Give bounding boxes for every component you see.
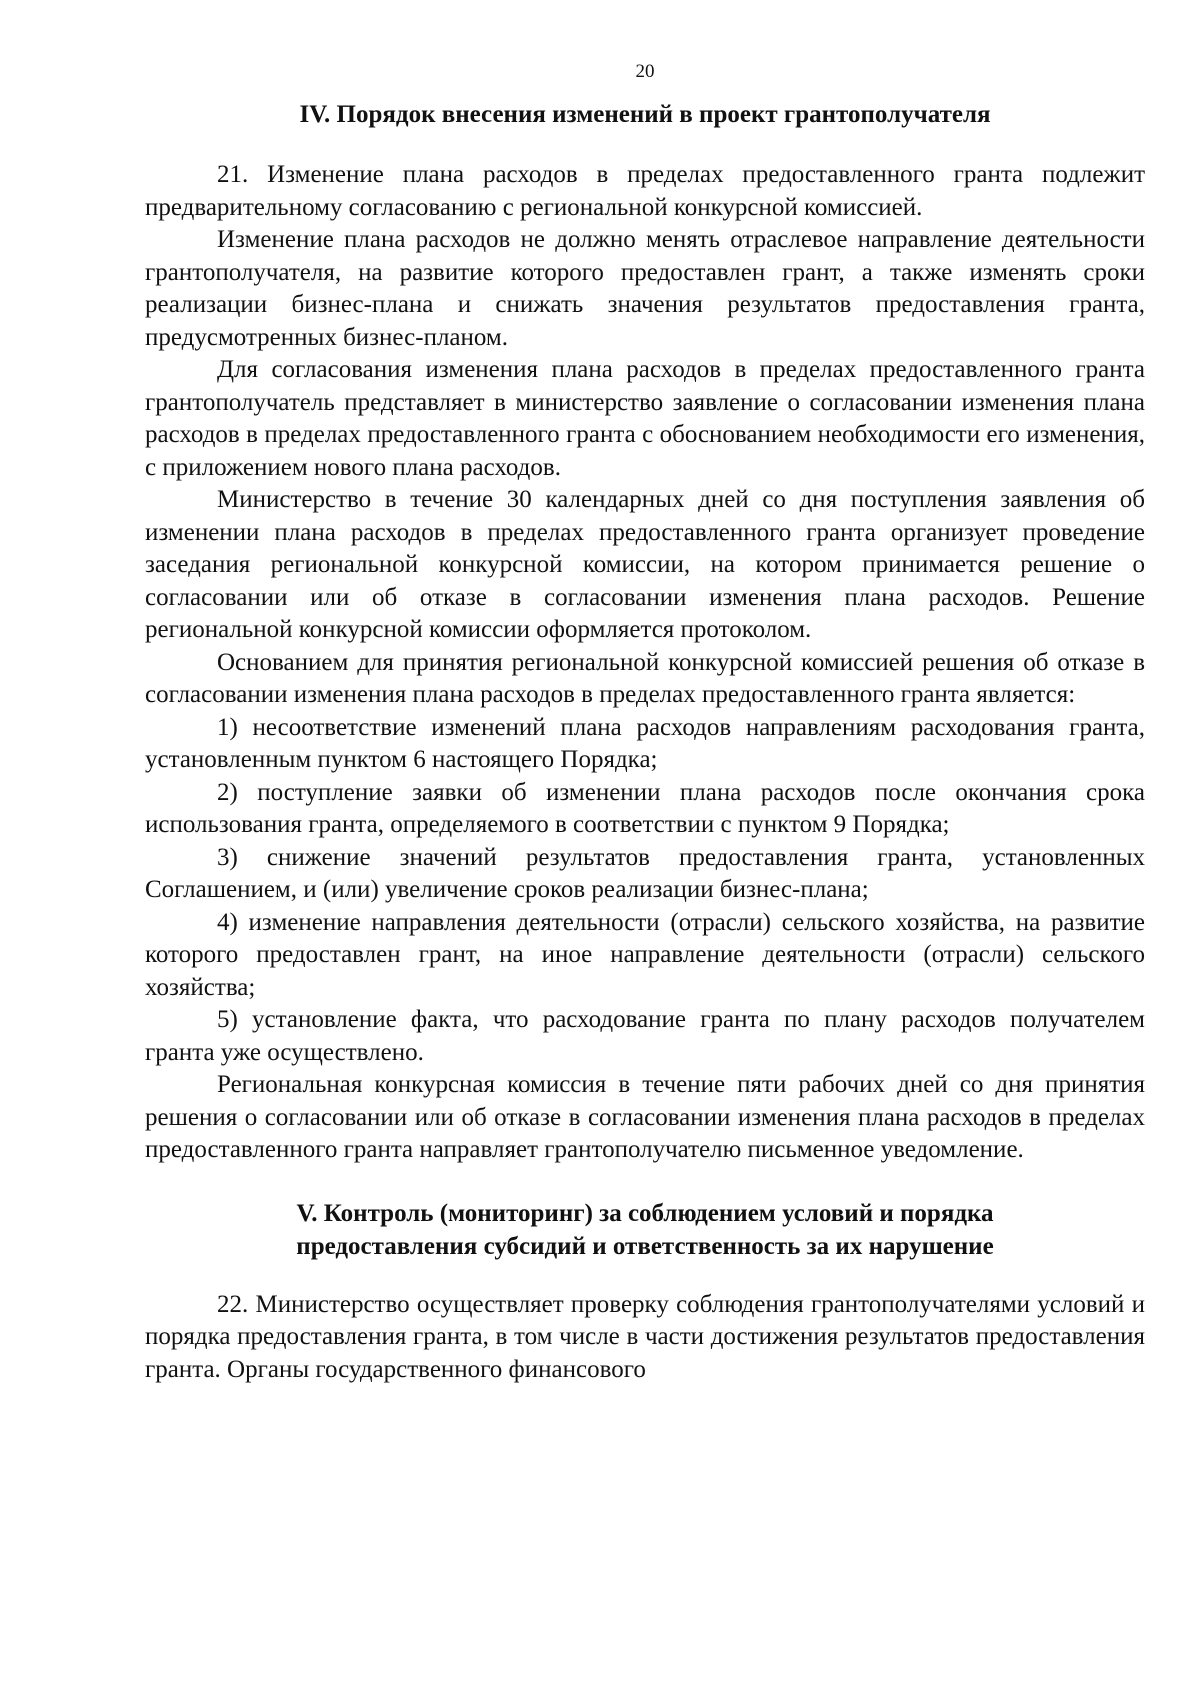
section-v-heading-line: предоставления субсидий и ответственность за их нарушение — [296, 1232, 994, 1260]
document-page — [145, 60, 1145, 1386]
page-number: 20 — [635, 61, 655, 82]
list-item: 5) установление факта, что расходование гранта по плану расходов получателем гранта уже осуществлено. — [145, 1006, 1145, 1066]
paragraph: Для согласования изменения плана расходов в пределах предоставленного гранта грантополучатель представляет в министерство заявление о согласовании изменения плана расходов в пределах предоставленного гранта с обоснованием необходимости его изменения, с приложением нового плана расходов. — [145, 356, 1145, 481]
list-item: 1) несоответствие изменений плана расходов направлениям расходования гранта, установленным пунктом 6 настоящего Порядка; — [145, 713, 1145, 773]
paragraph: 22. Министерство осуществляет проверку соблюдения грантополучателями условий и порядка предоставления гранта, в том числе в части достижения результатов предоставления гранта. Органы государственного финансового — [145, 1290, 1145, 1383]
section-v-body — [145, 1289, 1145, 1387]
paragraph: Региональная конкурсная комиссия в течение пяти рабочих дней со дня принятия решения о согласовании или об отказе в согласовании изменения плана расходов в пределах предоставленного гранта направляет грантополучателю письменное уведомление. — [145, 1071, 1145, 1163]
section-v-heading — [145, 1197, 1145, 1263]
paragraph: Основанием для принятия региональной конкурсной комиссией решения об отказе в согласовании изменения плана расходов в пределах предоставленного гранта является: — [145, 648, 1145, 708]
paragraph: Министерство в течение 30 календарных дней со дня поступления заявления об изменении плана расходов в пределах предоставленного гранта организует проведение заседания региональной конкурсной комиссии, на котором принимается решение о согласовании или об отказе в согласовании изменения плана расходов. Решение региональной конкурсной комиссии оформляется протоколом. — [145, 486, 1145, 643]
list-item: 3) снижение значений результатов предоставления гранта, установленных Соглашением, и (или) увеличение сроков реализации бизнес-плана; — [145, 843, 1145, 903]
section-iv-heading: IV. Порядок внесения изменений в проект грантополучателя — [299, 101, 991, 128]
paragraph: Изменение плана расходов не должно менять отраслевое направление деятельности грантополучателя, на развитие которого предоставлен грант, а также изменять сроки реализации бизнес-плана и снижать значения результатов предоставления гранта, предусмотренных бизнес-планом. — [145, 226, 1145, 351]
list-item: 2) поступление заявки об изменении плана расходов после окончания срока использования гранта, определяемого в соответствии с пунктом 9 Порядка; — [145, 778, 1145, 838]
section-v-heading-line: V. Контроль (мониторинг) за соблюдением условий и порядка — [296, 1199, 994, 1227]
list-item: 4) изменение направления деятельности (отрасли) сельского хозяйства, на развитие которого предоставлен грант, на иное направление деятельности (отрасли) сельского хозяйства; — [145, 908, 1145, 1001]
section-iv-body — [145, 159, 1145, 1167]
paragraph: 21. Изменение плана расходов в пределах предоставленного гранта подлежит предварительному согласованию с региональной конкурсной комиссией. — [145, 161, 1145, 221]
